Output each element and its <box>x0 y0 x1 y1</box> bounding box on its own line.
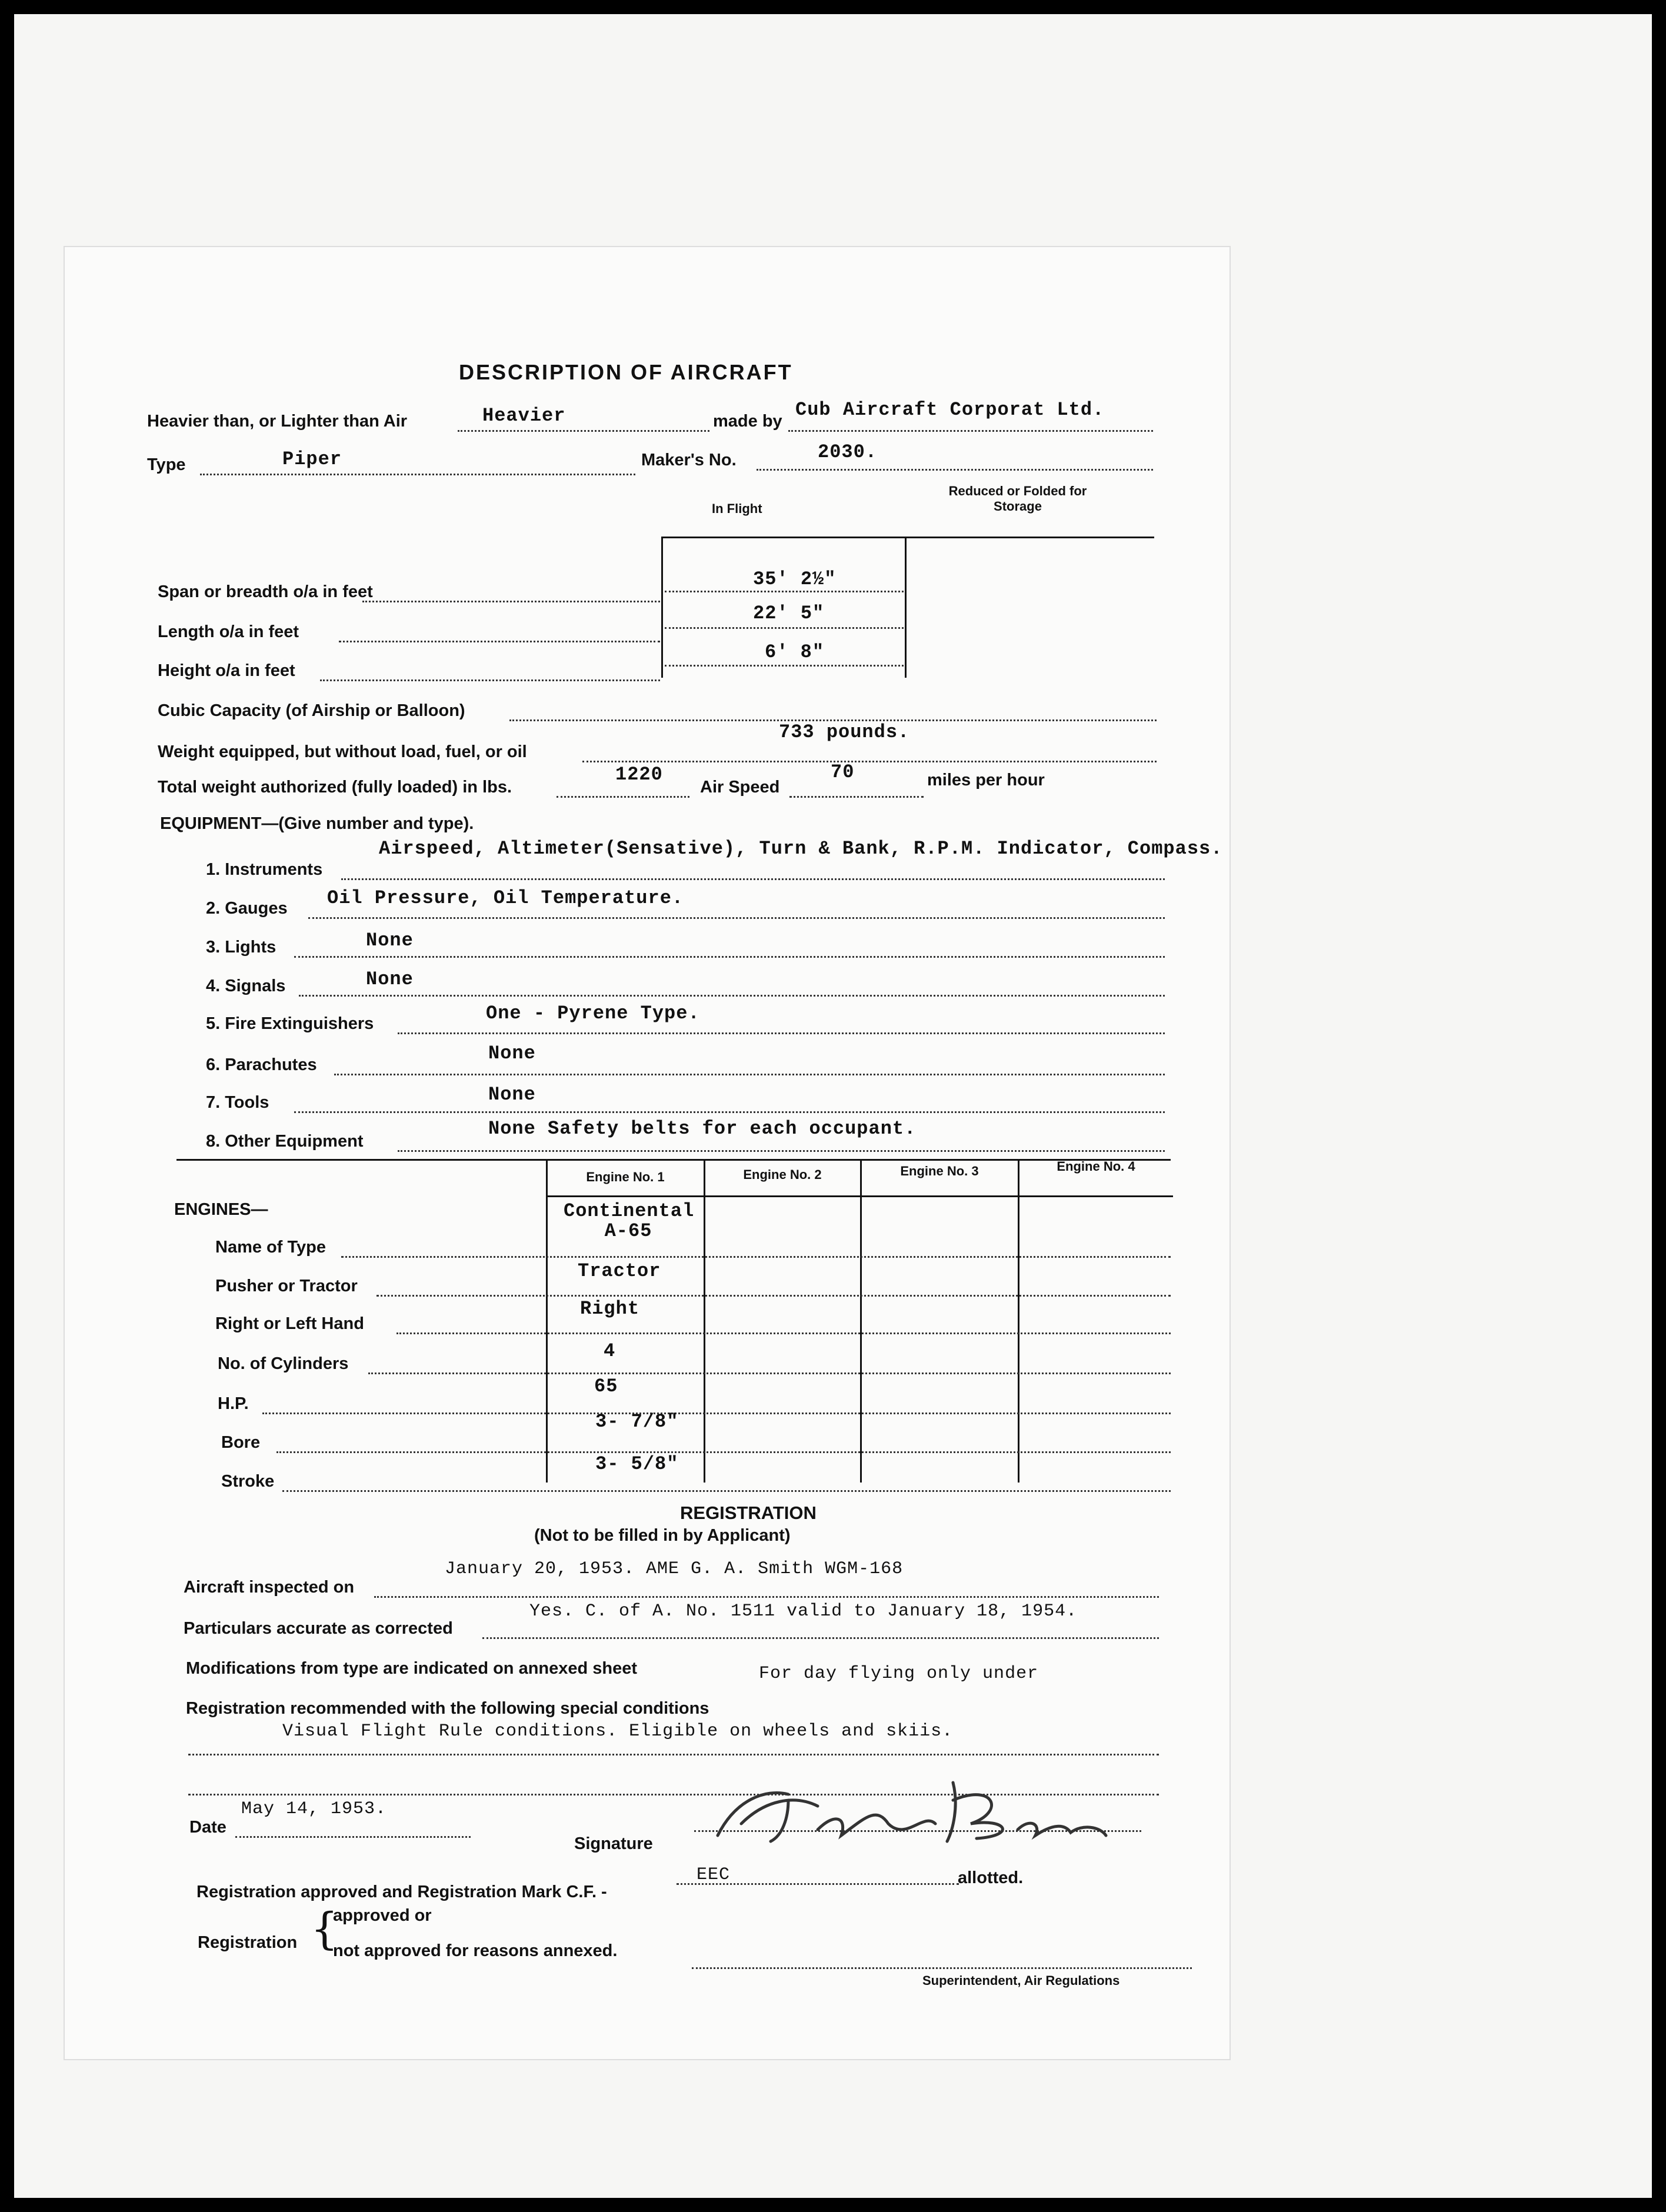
date-line <box>235 1836 471 1838</box>
equipment-item-4-value: None <box>366 968 414 990</box>
engine-row-hp-label: H.P. <box>218 1394 249 1413</box>
airspeed-label: Air Speed <box>700 778 780 797</box>
length-cell-line <box>665 627 904 629</box>
heavier-value: Heavier <box>482 405 566 427</box>
approved-or-option: approved or <box>333 1906 432 1925</box>
registration-status-label: Registration <box>198 1933 298 1952</box>
weight-label: Weight equipped, but without load, fuel, or oil <box>158 742 527 761</box>
signature-label: Signature <box>574 1834 653 1853</box>
equipment-item-5-value: One - Pyrene Type. <box>486 1002 700 1024</box>
equipment-item-6-value: None <box>488 1042 536 1064</box>
cubic-label: Cubic Capacity (of Airship or Balloon) <box>158 701 465 720</box>
equipment-item-7-value: None <box>488 1084 536 1105</box>
engine-1-cylinders-value: 4 <box>604 1340 616 1362</box>
weight-line <box>582 761 1157 762</box>
weight-value: 733 pounds. <box>779 721 910 743</box>
engine-row-hp-line <box>262 1413 1171 1414</box>
equipment-item-6-label: 6. Parachutes <box>206 1055 317 1074</box>
equipment-item-8-label: 8. Other Equipment <box>206 1132 364 1151</box>
equipment-heading: EQUIPMENT—(Give number and type). <box>160 814 474 833</box>
length-label: Length o/a in feet <box>158 622 299 641</box>
equipment-item-6-line <box>334 1074 1165 1075</box>
engines-col-3-left <box>860 1159 862 1483</box>
engines-heading: ENGINES— <box>174 1200 268 1219</box>
engine-row-cylinders-line <box>368 1372 1171 1374</box>
modifications-label: Modifications from type are indicated on annexed sheet <box>186 1659 638 1678</box>
engine-1-bore-value: 3- 7/8" <box>595 1411 679 1433</box>
reduced-header: Reduced or Folded for Storage <box>948 484 1087 514</box>
engine-row-type-label: Name of Type <box>215 1238 326 1257</box>
type-label: Type <box>147 455 186 474</box>
engine-row-stroke-label: Stroke <box>221 1472 275 1491</box>
engine-row-hand-label: Right or Left Hand <box>215 1314 364 1333</box>
equipment-item-8-line <box>398 1150 1165 1152</box>
not-approved-option: not approved for reasons annexed. <box>333 1941 618 1960</box>
inspected-label: Aircraft inspected on <box>184 1578 355 1597</box>
engines-col-4-left <box>1018 1159 1019 1483</box>
accurate-value: Yes. C. of A. No. 1511 valid to January 18, 1954. <box>529 1601 1078 1621</box>
mark-value: EEC <box>697 1865 731 1885</box>
total-weight-value: 1220 <box>615 764 663 785</box>
engine-col-4-header: Engine No. 4 <box>1057 1159 1135 1174</box>
engines-col-1-left <box>546 1159 548 1483</box>
superintendent-line <box>692 1967 1192 1969</box>
date-value: May 14, 1953. <box>241 1799 387 1819</box>
engine-row-hand-line <box>396 1332 1171 1334</box>
dimensions-divider-mid <box>905 537 907 678</box>
recommended-value: For day flying only under <box>759 1664 1039 1684</box>
engine-row-type-line <box>341 1256 1171 1258</box>
in-flight-header: In Flight <box>712 501 762 516</box>
makers-no-label: Maker's No. <box>641 451 737 469</box>
length-line <box>339 641 660 642</box>
superintendent-label: Superintendent, Air Regulations <box>922 1973 1120 1988</box>
date-label: Date <box>189 1818 226 1837</box>
conditions-line <box>188 1754 1159 1755</box>
engine-row-pusher-line <box>376 1295 1171 1297</box>
equipment-item-8-value: None Safety belts for each occupant. <box>488 1118 917 1140</box>
dimensions-header-rule <box>661 537 1154 538</box>
engine-1-hp-value: 65 <box>594 1375 618 1397</box>
equipment-item-3-value: None <box>366 930 414 951</box>
engine-1-stroke-value: 3- 5/8" <box>595 1453 679 1475</box>
type-line <box>200 474 635 475</box>
conditions-value: Visual Flight Rule conditions. Eligible on wheels and skiis. <box>282 1721 954 1741</box>
makers-no-line <box>757 469 1153 471</box>
equipment-item-7-label: 7. Tools <box>206 1093 269 1112</box>
equipment-item-3-label: 3. Lights <box>206 938 276 957</box>
engines-col-2-left <box>704 1159 705 1483</box>
airspeed-value: 70 <box>831 761 855 783</box>
engine-col-3-header: Engine No. 3 <box>900 1164 979 1178</box>
engine-row-bore-line <box>276 1451 1171 1453</box>
equipment-item-2-label: 2. Gauges <box>206 899 288 918</box>
equipment-item-7-line <box>294 1111 1165 1113</box>
equipment-item-2-line <box>308 917 1165 919</box>
engine-col-2-header: Engine No. 2 <box>743 1167 822 1182</box>
equipment-item-2-value: Oil Pressure, Oil Temperature. <box>327 887 684 909</box>
accurate-label: Particulars accurate as corrected <box>184 1619 453 1638</box>
accurate-line <box>482 1637 1159 1639</box>
engine-row-cylinders-label: No. of Cylinders <box>218 1354 349 1373</box>
height-label: Height o/a in feet <box>158 661 295 680</box>
engine-1-hand-value: Right <box>580 1298 640 1320</box>
height-value: 6' 8" <box>765 641 825 663</box>
equipment-item-5-label: 5. Fire Extinguishers <box>206 1014 374 1033</box>
equipment-item-1-line <box>341 878 1165 880</box>
made-by-value: Cub Aircraft Corporat Ltd. <box>795 399 1105 421</box>
inspected-line <box>374 1596 1159 1598</box>
engine-row-pusher-label: Pusher or Tractor <box>215 1277 358 1295</box>
span-cell-line <box>665 591 904 592</box>
heavier-label: Heavier than, or Lighter than Air <box>147 412 408 431</box>
equipment-item-4-label: 4. Signals <box>206 977 286 995</box>
engines-header-rule <box>546 1195 1173 1197</box>
engine-1-type-value: Continental A-65 <box>564 1200 695 1242</box>
span-value: 35' 2½" <box>753 568 837 590</box>
equipment-item-5-line <box>398 1032 1165 1034</box>
registration-heading: REGISTRATION <box>680 1503 817 1523</box>
total-weight-label: Total weight authorized (fully loaded) in lbs. <box>158 778 512 797</box>
form-title: DESCRIPTION OF AIRCRAFT <box>459 360 793 384</box>
made-by-line <box>788 430 1153 432</box>
recommended-label: Registration recommended with the following special conditions <box>186 1699 709 1718</box>
engine-col-1-header: Engine No. 1 <box>586 1170 665 1184</box>
length-value: 22' 5" <box>753 602 825 624</box>
equipment-item-4-line <box>299 995 1165 997</box>
inspected-value: January 20, 1953. AME G. A. Smith WGM-168 <box>445 1559 904 1579</box>
total-weight-line <box>557 796 689 798</box>
makers-no-value: 2030. <box>818 441 878 463</box>
signature-line <box>694 1830 1141 1832</box>
engine-row-stroke-line <box>282 1490 1171 1492</box>
mph-label: miles per hour <box>927 771 1045 789</box>
span-line <box>362 601 660 602</box>
span-label: Span or breadth o/a in feet <box>158 582 373 601</box>
height-cell-line <box>665 665 904 667</box>
signature-graphic <box>700 1765 1112 1853</box>
registration-subheading: (Not to be filled in by Applicant) <box>534 1526 791 1545</box>
height-line <box>320 679 660 681</box>
type-value: Piper <box>282 448 342 470</box>
equipment-item-1-label: 1. Instruments <box>206 860 323 879</box>
airspeed-line <box>789 796 924 798</box>
equipment-item-3-line <box>294 956 1165 958</box>
equipment-item-1-value: Airspeed, Altimeter(Sensative), Turn & Bank, R.P.M. Indicator, Compass. <box>379 838 1223 860</box>
engine-1-pusher-value: Tractor <box>578 1260 661 1282</box>
approved-label: Registration approved and Registration Mark C.F. - <box>196 1883 607 1901</box>
registration-bracket: { <box>311 1904 339 1954</box>
allotted-label: allotted. <box>958 1868 1024 1887</box>
dimensions-divider-left <box>661 537 663 678</box>
engine-row-bore-label: Bore <box>221 1433 261 1452</box>
made-by-label: made by <box>713 412 782 431</box>
heavier-line <box>458 430 709 432</box>
